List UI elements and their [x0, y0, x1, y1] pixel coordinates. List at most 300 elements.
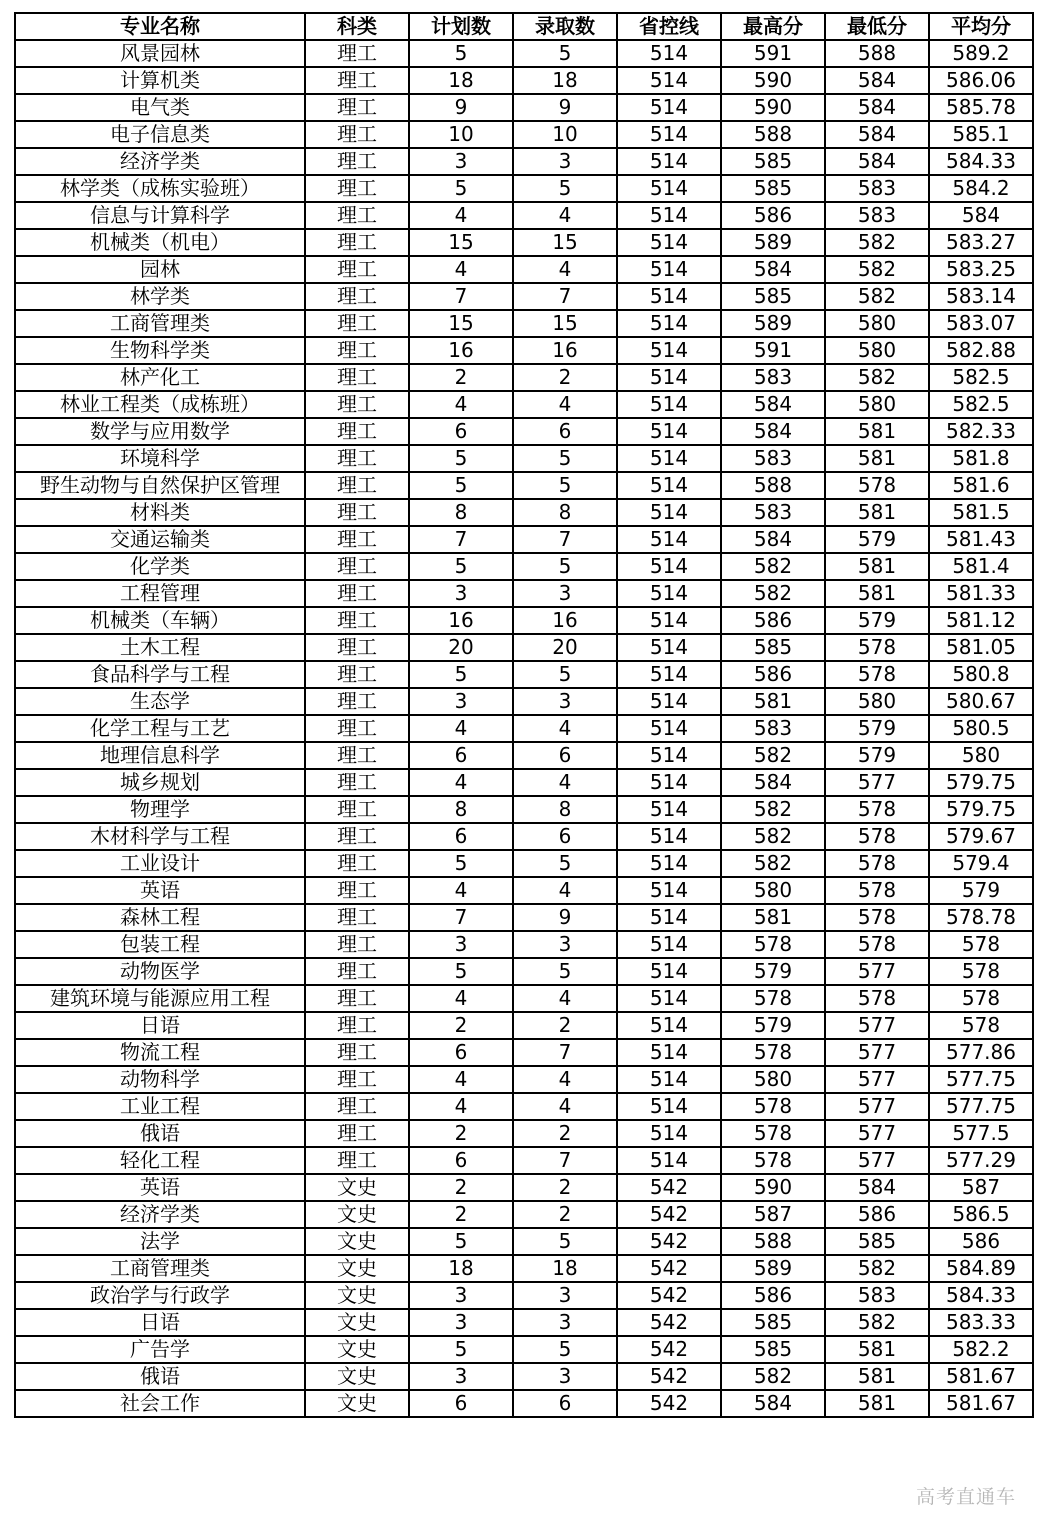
cell-major-name: 建筑环境与能源应用工程 [15, 985, 305, 1012]
cell-average-score: 584.33 [929, 148, 1033, 175]
cell-highest-score: 582 [721, 850, 825, 877]
cell-average-score: 579.67 [929, 823, 1033, 850]
cell-highest-score: 589 [721, 1255, 825, 1282]
cell-major-name: 机械类（车辆） [15, 607, 305, 634]
cell-highest-score: 581 [721, 904, 825, 931]
cell-major-name: 生物科学类 [15, 337, 305, 364]
cell-provincial-line: 542 [617, 1390, 721, 1417]
cell-planned-count: 4 [409, 391, 513, 418]
cell-lowest-score: 584 [825, 121, 929, 148]
table-row [15, 418, 1033, 445]
cell-lowest-score: 583 [825, 202, 929, 229]
cell-provincial-line: 514 [617, 958, 721, 985]
cell-category: 文史 [305, 1363, 409, 1390]
cell-average-score: 577.86 [929, 1039, 1033, 1066]
cell-lowest-score: 578 [825, 634, 929, 661]
table-row [15, 337, 1033, 364]
cell-provincial-line: 514 [617, 472, 721, 499]
cell-average-score: 582.2 [929, 1336, 1033, 1363]
cell-highest-score: 579 [721, 1012, 825, 1039]
cell-category: 理工 [305, 634, 409, 661]
cell-admitted-count: 2 [513, 1120, 617, 1147]
table-row [15, 1255, 1033, 1282]
cell-admitted-count: 2 [513, 1012, 617, 1039]
cell-major-name: 森林工程 [15, 904, 305, 931]
cell-planned-count: 7 [409, 283, 513, 310]
cell-major-name: 英语 [15, 877, 305, 904]
cell-average-score: 581.6 [929, 472, 1033, 499]
cell-planned-count: 5 [409, 40, 513, 67]
cell-major-name: 园林 [15, 256, 305, 283]
cell-planned-count: 5 [409, 175, 513, 202]
cell-provincial-line: 542 [617, 1336, 721, 1363]
cell-planned-count: 3 [409, 931, 513, 958]
cell-planned-count: 6 [409, 1390, 513, 1417]
table-row [15, 796, 1033, 823]
cell-provincial-line: 514 [617, 877, 721, 904]
cell-provincial-line: 514 [617, 148, 721, 175]
cell-planned-count: 2 [409, 1012, 513, 1039]
cell-category: 理工 [305, 553, 409, 580]
cell-planned-count: 3 [409, 580, 513, 607]
cell-major-name: 木材科学与工程 [15, 823, 305, 850]
cell-admitted-count: 6 [513, 742, 617, 769]
cell-average-score: 583.07 [929, 310, 1033, 337]
cell-admitted-count: 8 [513, 796, 617, 823]
cell-admitted-count: 4 [513, 391, 617, 418]
cell-highest-score: 587 [721, 1201, 825, 1228]
cell-provincial-line: 542 [617, 1201, 721, 1228]
cell-admitted-count: 4 [513, 985, 617, 1012]
cell-provincial-line: 514 [617, 121, 721, 148]
cell-planned-count: 2 [409, 1201, 513, 1228]
cell-category: 理工 [305, 472, 409, 499]
cell-average-score: 585.78 [929, 94, 1033, 121]
cell-highest-score: 578 [721, 1093, 825, 1120]
table-row [15, 148, 1033, 175]
cell-average-score: 581.8 [929, 445, 1033, 472]
cell-major-name: 林学类 [15, 283, 305, 310]
cell-category: 文史 [305, 1201, 409, 1228]
cell-highest-score: 578 [721, 1147, 825, 1174]
cell-planned-count: 15 [409, 310, 513, 337]
cell-major-name: 林学类（成栋实验班） [15, 175, 305, 202]
cell-provincial-line: 514 [617, 256, 721, 283]
cell-planned-count: 5 [409, 472, 513, 499]
cell-admitted-count: 4 [513, 877, 617, 904]
table-row [15, 472, 1033, 499]
cell-highest-score: 584 [721, 418, 825, 445]
cell-average-score: 585.1 [929, 121, 1033, 148]
cell-major-name: 交通运输类 [15, 526, 305, 553]
cell-admitted-count: 5 [513, 472, 617, 499]
cell-lowest-score: 582 [825, 229, 929, 256]
cell-major-name: 轻化工程 [15, 1147, 305, 1174]
cell-planned-count: 4 [409, 769, 513, 796]
cell-admitted-count: 18 [513, 67, 617, 94]
cell-planned-count: 8 [409, 796, 513, 823]
cell-category: 理工 [305, 742, 409, 769]
cell-category: 理工 [305, 607, 409, 634]
cell-provincial-line: 542 [617, 1282, 721, 1309]
cell-average-score: 577.5 [929, 1120, 1033, 1147]
table-row [15, 256, 1033, 283]
watermark-text: 高考直通车 [915, 1486, 1016, 1508]
table-row [15, 1390, 1033, 1417]
cell-average-score: 582.5 [929, 364, 1033, 391]
cell-planned-count: 3 [409, 1363, 513, 1390]
table-row [15, 1012, 1033, 1039]
cell-highest-score: 588 [721, 472, 825, 499]
cell-provincial-line: 514 [617, 580, 721, 607]
cell-lowest-score: 585 [825, 1228, 929, 1255]
table-row [15, 1147, 1033, 1174]
cell-admitted-count: 2 [513, 364, 617, 391]
cell-provincial-line: 514 [617, 823, 721, 850]
cell-lowest-score: 581 [825, 445, 929, 472]
table-row [15, 985, 1033, 1012]
cell-average-score: 577.75 [929, 1093, 1033, 1120]
cell-lowest-score: 577 [825, 1147, 929, 1174]
cell-major-name: 电子信息类 [15, 121, 305, 148]
cell-major-name: 工程管理 [15, 580, 305, 607]
cell-planned-count: 4 [409, 1066, 513, 1093]
header-provincial-line: 省控线 [617, 13, 721, 40]
cell-highest-score: 586 [721, 1282, 825, 1309]
cell-provincial-line: 514 [617, 769, 721, 796]
cell-admitted-count: 5 [513, 445, 617, 472]
table-row [15, 283, 1033, 310]
header-average-score: 平均分 [929, 13, 1033, 40]
cell-lowest-score: 584 [825, 94, 929, 121]
table-row [15, 1093, 1033, 1120]
cell-highest-score: 578 [721, 1120, 825, 1147]
cell-major-name: 食品科学与工程 [15, 661, 305, 688]
cell-major-name: 林业工程类（成栋班） [15, 391, 305, 418]
cell-lowest-score: 583 [825, 175, 929, 202]
cell-major-name: 经济学类 [15, 1201, 305, 1228]
cell-admitted-count: 16 [513, 607, 617, 634]
cell-provincial-line: 514 [617, 391, 721, 418]
cell-highest-score: 582 [721, 580, 825, 607]
cell-average-score: 586.5 [929, 1201, 1033, 1228]
cell-planned-count: 15 [409, 229, 513, 256]
cell-lowest-score: 578 [825, 796, 929, 823]
cell-average-score: 583.25 [929, 256, 1033, 283]
cell-highest-score: 590 [721, 1174, 825, 1201]
table-row [15, 580, 1033, 607]
cell-major-name: 土木工程 [15, 634, 305, 661]
cell-admitted-count: 9 [513, 904, 617, 931]
table-row [15, 121, 1033, 148]
table-row [15, 823, 1033, 850]
cell-admitted-count: 5 [513, 553, 617, 580]
cell-planned-count: 6 [409, 1039, 513, 1066]
cell-category: 理工 [305, 1039, 409, 1066]
cell-admitted-count: 3 [513, 148, 617, 175]
cell-lowest-score: 584 [825, 148, 929, 175]
cell-admitted-count: 2 [513, 1174, 617, 1201]
cell-major-name: 广告学 [15, 1336, 305, 1363]
cell-admitted-count: 6 [513, 823, 617, 850]
cell-major-name: 工商管理类 [15, 1255, 305, 1282]
cell-major-name: 风景园林 [15, 40, 305, 67]
cell-average-score: 582.88 [929, 337, 1033, 364]
cell-category: 理工 [305, 364, 409, 391]
cell-planned-count: 7 [409, 904, 513, 931]
cell-category: 理工 [305, 931, 409, 958]
table-body [15, 40, 1033, 1417]
cell-category: 理工 [305, 94, 409, 121]
cell-planned-count: 5 [409, 661, 513, 688]
cell-average-score: 586.06 [929, 67, 1033, 94]
table-row [15, 229, 1033, 256]
cell-lowest-score: 581 [825, 553, 929, 580]
cell-planned-count: 20 [409, 634, 513, 661]
cell-category: 理工 [305, 67, 409, 94]
cell-highest-score: 585 [721, 283, 825, 310]
cell-lowest-score: 580 [825, 337, 929, 364]
cell-planned-count: 6 [409, 1147, 513, 1174]
cell-planned-count: 3 [409, 148, 513, 175]
table-row [15, 1336, 1033, 1363]
cell-major-name: 日语 [15, 1012, 305, 1039]
cell-highest-score: 589 [721, 310, 825, 337]
cell-provincial-line: 514 [617, 904, 721, 931]
cell-lowest-score: 579 [825, 607, 929, 634]
cell-category: 理工 [305, 1066, 409, 1093]
cell-category: 理工 [305, 418, 409, 445]
cell-highest-score: 582 [721, 796, 825, 823]
cell-admitted-count: 4 [513, 256, 617, 283]
cell-highest-score: 583 [721, 445, 825, 472]
cell-category: 理工 [305, 1120, 409, 1147]
table-row [15, 1066, 1033, 1093]
cell-category: 理工 [305, 958, 409, 985]
cell-average-score: 584.89 [929, 1255, 1033, 1282]
cell-category: 理工 [305, 40, 409, 67]
cell-category: 理工 [305, 715, 409, 742]
cell-major-name: 物流工程 [15, 1039, 305, 1066]
table-row [15, 1174, 1033, 1201]
table-row [15, 1120, 1033, 1147]
cell-planned-count: 7 [409, 526, 513, 553]
table-row [15, 715, 1033, 742]
cell-highest-score: 582 [721, 1363, 825, 1390]
cell-category: 理工 [305, 499, 409, 526]
cell-average-score: 581.05 [929, 634, 1033, 661]
cell-highest-score: 580 [721, 1066, 825, 1093]
cell-provincial-line: 514 [617, 985, 721, 1012]
cell-category: 理工 [305, 256, 409, 283]
cell-highest-score: 584 [721, 256, 825, 283]
cell-provincial-line: 514 [617, 1147, 721, 1174]
cell-planned-count: 2 [409, 364, 513, 391]
cell-admitted-count: 15 [513, 310, 617, 337]
cell-major-name: 俄语 [15, 1363, 305, 1390]
cell-planned-count: 5 [409, 1228, 513, 1255]
cell-admitted-count: 4 [513, 1093, 617, 1120]
cell-highest-score: 582 [721, 742, 825, 769]
table-row [15, 877, 1033, 904]
cell-lowest-score: 582 [825, 1255, 929, 1282]
cell-highest-score: 585 [721, 175, 825, 202]
table-row [15, 445, 1033, 472]
cell-admitted-count: 4 [513, 769, 617, 796]
cell-highest-score: 583 [721, 364, 825, 391]
cell-major-name: 信息与计算科学 [15, 202, 305, 229]
table-row [15, 1309, 1033, 1336]
table-row [15, 526, 1033, 553]
cell-highest-score: 591 [721, 337, 825, 364]
table-row [15, 40, 1033, 67]
cell-category: 文史 [305, 1174, 409, 1201]
header-lowest-score: 最低分 [825, 13, 929, 40]
cell-admitted-count: 6 [513, 418, 617, 445]
cell-lowest-score: 577 [825, 1039, 929, 1066]
table-row [15, 688, 1033, 715]
cell-lowest-score: 577 [825, 769, 929, 796]
cell-planned-count: 4 [409, 985, 513, 1012]
cell-category: 理工 [305, 121, 409, 148]
cell-provincial-line: 514 [617, 283, 721, 310]
cell-lowest-score: 582 [825, 256, 929, 283]
cell-planned-count: 8 [409, 499, 513, 526]
cell-average-score: 580.5 [929, 715, 1033, 742]
cell-category: 文史 [305, 1309, 409, 1336]
cell-admitted-count: 4 [513, 715, 617, 742]
cell-major-name: 工业工程 [15, 1093, 305, 1120]
cell-lowest-score: 581 [825, 418, 929, 445]
table-header [15, 13, 1033, 40]
cell-admitted-count: 3 [513, 1309, 617, 1336]
cell-average-score: 584.2 [929, 175, 1033, 202]
cell-major-name: 日语 [15, 1309, 305, 1336]
cell-highest-score: 578 [721, 985, 825, 1012]
cell-category: 理工 [305, 391, 409, 418]
cell-average-score: 581.5 [929, 499, 1033, 526]
cell-admitted-count: 3 [513, 688, 617, 715]
cell-provincial-line: 514 [617, 364, 721, 391]
cell-average-score: 582.33 [929, 418, 1033, 445]
table-row [15, 1282, 1033, 1309]
cell-category: 理工 [305, 904, 409, 931]
cell-provincial-line: 542 [617, 1363, 721, 1390]
cell-lowest-score: 578 [825, 931, 929, 958]
cell-highest-score: 582 [721, 553, 825, 580]
cell-lowest-score: 580 [825, 688, 929, 715]
cell-lowest-score: 586 [825, 1201, 929, 1228]
table-row [15, 67, 1033, 94]
table-row [15, 742, 1033, 769]
cell-lowest-score: 580 [825, 310, 929, 337]
cell-major-name: 生态学 [15, 688, 305, 715]
cell-lowest-score: 583 [825, 1282, 929, 1309]
cell-lowest-score: 579 [825, 742, 929, 769]
cell-planned-count: 6 [409, 742, 513, 769]
cell-highest-score: 584 [721, 769, 825, 796]
cell-major-name: 包装工程 [15, 931, 305, 958]
cell-admitted-count: 7 [513, 283, 617, 310]
cell-planned-count: 4 [409, 1093, 513, 1120]
cell-highest-score: 584 [721, 391, 825, 418]
cell-admitted-count: 6 [513, 1390, 617, 1417]
cell-admitted-count: 7 [513, 526, 617, 553]
admission-scores-sheet [14, 12, 1032, 1418]
cell-category: 理工 [305, 769, 409, 796]
cell-average-score: 584.33 [929, 1282, 1033, 1309]
cell-provincial-line: 514 [617, 418, 721, 445]
table-row [15, 1201, 1033, 1228]
cell-admitted-count: 2 [513, 1201, 617, 1228]
cell-admitted-count: 5 [513, 958, 617, 985]
cell-provincial-line: 514 [617, 67, 721, 94]
cell-average-score: 579 [929, 877, 1033, 904]
cell-average-score: 577.29 [929, 1147, 1033, 1174]
cell-admitted-count: 16 [513, 337, 617, 364]
cell-provincial-line: 514 [617, 1039, 721, 1066]
table-row [15, 904, 1033, 931]
cell-lowest-score: 577 [825, 1066, 929, 1093]
cell-lowest-score: 584 [825, 67, 929, 94]
cell-provincial-line: 514 [617, 526, 721, 553]
cell-admitted-count: 9 [513, 94, 617, 121]
cell-provincial-line: 542 [617, 1309, 721, 1336]
cell-lowest-score: 579 [825, 526, 929, 553]
header-planned-count: 计划数 [409, 13, 513, 40]
cell-highest-score: 585 [721, 1309, 825, 1336]
cell-major-name: 物理学 [15, 796, 305, 823]
cell-average-score: 579.4 [929, 850, 1033, 877]
cell-major-name: 动物科学 [15, 1066, 305, 1093]
cell-major-name: 材料类 [15, 499, 305, 526]
cell-admitted-count: 7 [513, 1147, 617, 1174]
cell-average-score: 581.67 [929, 1363, 1033, 1390]
cell-planned-count: 5 [409, 445, 513, 472]
cell-planned-count: 2 [409, 1174, 513, 1201]
cell-major-name: 计算机类 [15, 67, 305, 94]
cell-lowest-score: 581 [825, 499, 929, 526]
table-row [15, 931, 1033, 958]
cell-planned-count: 6 [409, 418, 513, 445]
cell-average-score: 583.27 [929, 229, 1033, 256]
cell-provincial-line: 514 [617, 94, 721, 121]
table-row [15, 1363, 1033, 1390]
cell-admitted-count: 3 [513, 1363, 617, 1390]
cell-highest-score: 590 [721, 67, 825, 94]
cell-category: 理工 [305, 661, 409, 688]
cell-major-name: 化学类 [15, 553, 305, 580]
cell-provincial-line: 514 [617, 202, 721, 229]
cell-provincial-line: 514 [617, 337, 721, 364]
header-admitted-count: 录取数 [513, 13, 617, 40]
cell-lowest-score: 578 [825, 904, 929, 931]
cell-category: 理工 [305, 823, 409, 850]
table-row [15, 850, 1033, 877]
cell-planned-count: 9 [409, 94, 513, 121]
cell-category: 理工 [305, 445, 409, 472]
cell-admitted-count: 3 [513, 1282, 617, 1309]
cell-highest-score: 581 [721, 688, 825, 715]
cell-highest-score: 580 [721, 877, 825, 904]
cell-category: 理工 [305, 148, 409, 175]
cell-provincial-line: 514 [617, 1093, 721, 1120]
table-row [15, 607, 1033, 634]
cell-planned-count: 6 [409, 823, 513, 850]
cell-provincial-line: 514 [617, 499, 721, 526]
table-row [15, 769, 1033, 796]
cell-highest-score: 584 [721, 526, 825, 553]
